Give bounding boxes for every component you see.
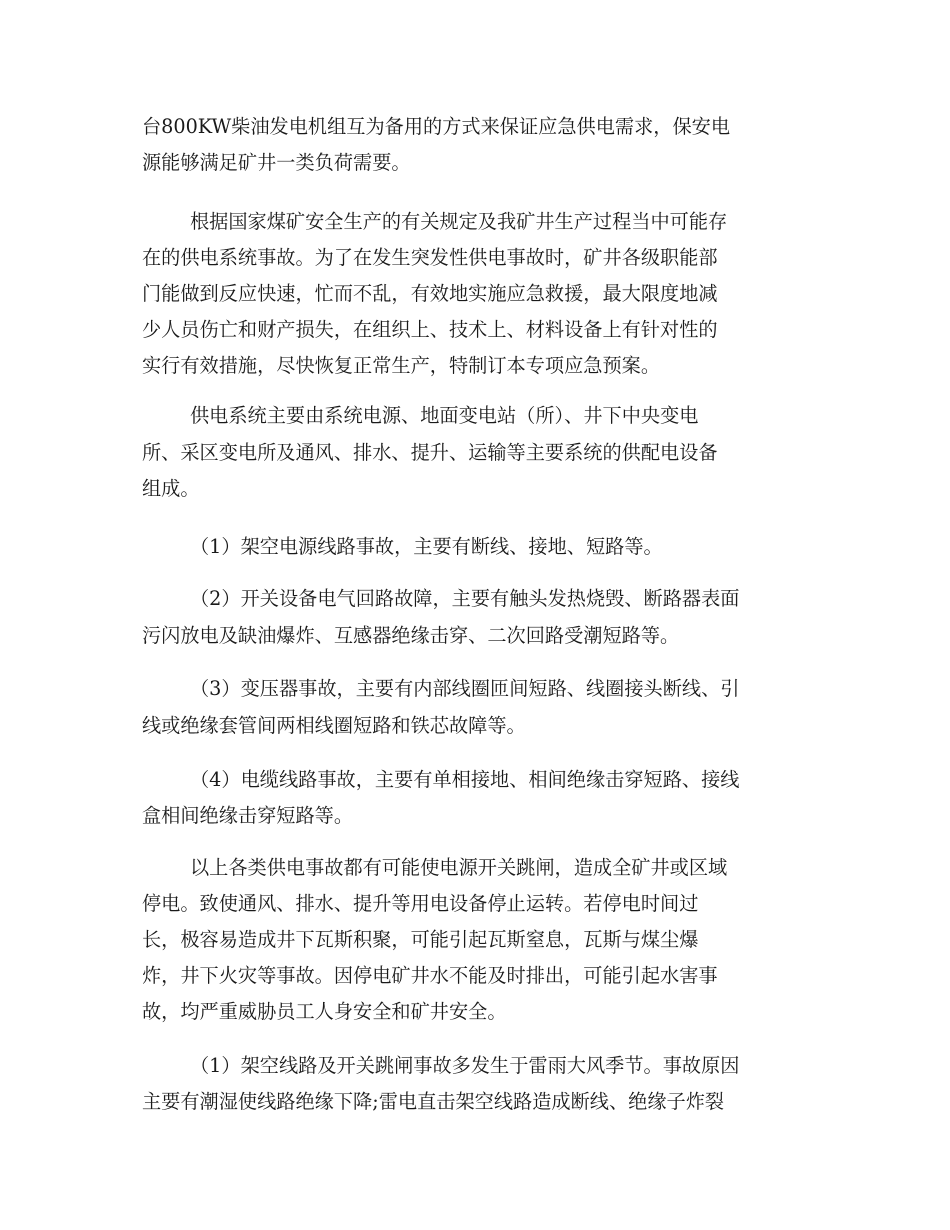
paragraph-5-line-2: 污闪放电及缺油爆炸、互感器绝缘击穿、二次回路受潮短路等。: [142, 624, 680, 647]
paragraph-3-line-3: 组成。: [142, 477, 200, 500]
paragraph-8-line-2: 停电。致使通风、排水、提升等用电设备停止运转。若停电时间过: [142, 892, 699, 915]
paragraph-8-line-4: 炸，井下火灾等事故。因停电矿井水不能及时排出，可能引起水害事: [142, 964, 718, 987]
paragraph-2-line-2: 在的供电系统事故。为了在发生突发性供电事故时，矿井各级职能部: [142, 246, 718, 269]
paragraph-5-line-1: （2）开关设备电气回路故障，主要有触头发热烧毁、断路器表面: [190, 587, 740, 610]
paragraph-1-line-1: 台800KW柴油发电机组互为备用的方式来保证应急供电需求，保安电: [142, 115, 731, 138]
paragraph-9-line-1: （1）架空线路及开关跳闸事故多发生于雷雨大风季节。事故原因: [190, 1054, 740, 1077]
paragraph-8-line-1: 以上各类供电事故都有可能使电源开关跳闸，造成全矿井或区域: [190, 856, 728, 879]
paragraph-7-line-2: 盒相间绝缘击穿短路等。: [142, 804, 354, 827]
paragraph-7-line-1: （4）电缆线路事故，主要有单相接地、相间绝缘击穿短路、接线: [190, 768, 740, 791]
paragraph-4-line-1: （1）架空电源线路事故，主要有断线、接地、短路等。: [190, 535, 663, 558]
paragraph-2-line-3: 门能做到反应快速，忙而不乱，有效地实施应急救援，最大限度地减: [142, 282, 718, 305]
paragraph-8-line-3: 长，极容易造成井下瓦斯积聚，可能引起瓦斯窒息，瓦斯与煤尘爆: [142, 928, 699, 951]
paragraph-2-line-4: 少人员伤亡和财产损失，在组织上、技术上、材料设备上有针对性的: [142, 318, 718, 341]
paragraph-2-line-5: 实行有效措施，尽快恢复正常生产，特制订本专项应急预案。: [142, 354, 661, 377]
paragraph-6-line-1: （3）变压器事故，主要有内部线圈匝间短路、线圈接头断线、引: [190, 677, 740, 700]
paragraph-2-line-1: 根据国家煤矿安全生产的有关规定及我矿井生产过程当中可能存: [190, 210, 728, 233]
paragraph-1-line-2: 源能够满足矿井一类负荷需要。: [142, 151, 411, 174]
paragraph-3-line-1: 供电系统主要由系统电源、地面变电站（所）、井下中央变电: [190, 404, 699, 427]
paragraph-6-line-2: 线或绝缘套管间两相线圈短路和铁芯故障等。: [142, 714, 526, 737]
paragraph-8-line-5: 故，均严重威胁员工人身安全和矿井安全。: [142, 1000, 507, 1023]
paragraph-9-line-2: 主要有潮湿使线路绝缘下降;雷电直击架空线路造成断线、绝缘子炸裂: [142, 1090, 725, 1113]
paragraph-3-line-2: 所、采区变电所及通风、排水、提升、运输等主要系统的供配电设备: [142, 441, 718, 464]
